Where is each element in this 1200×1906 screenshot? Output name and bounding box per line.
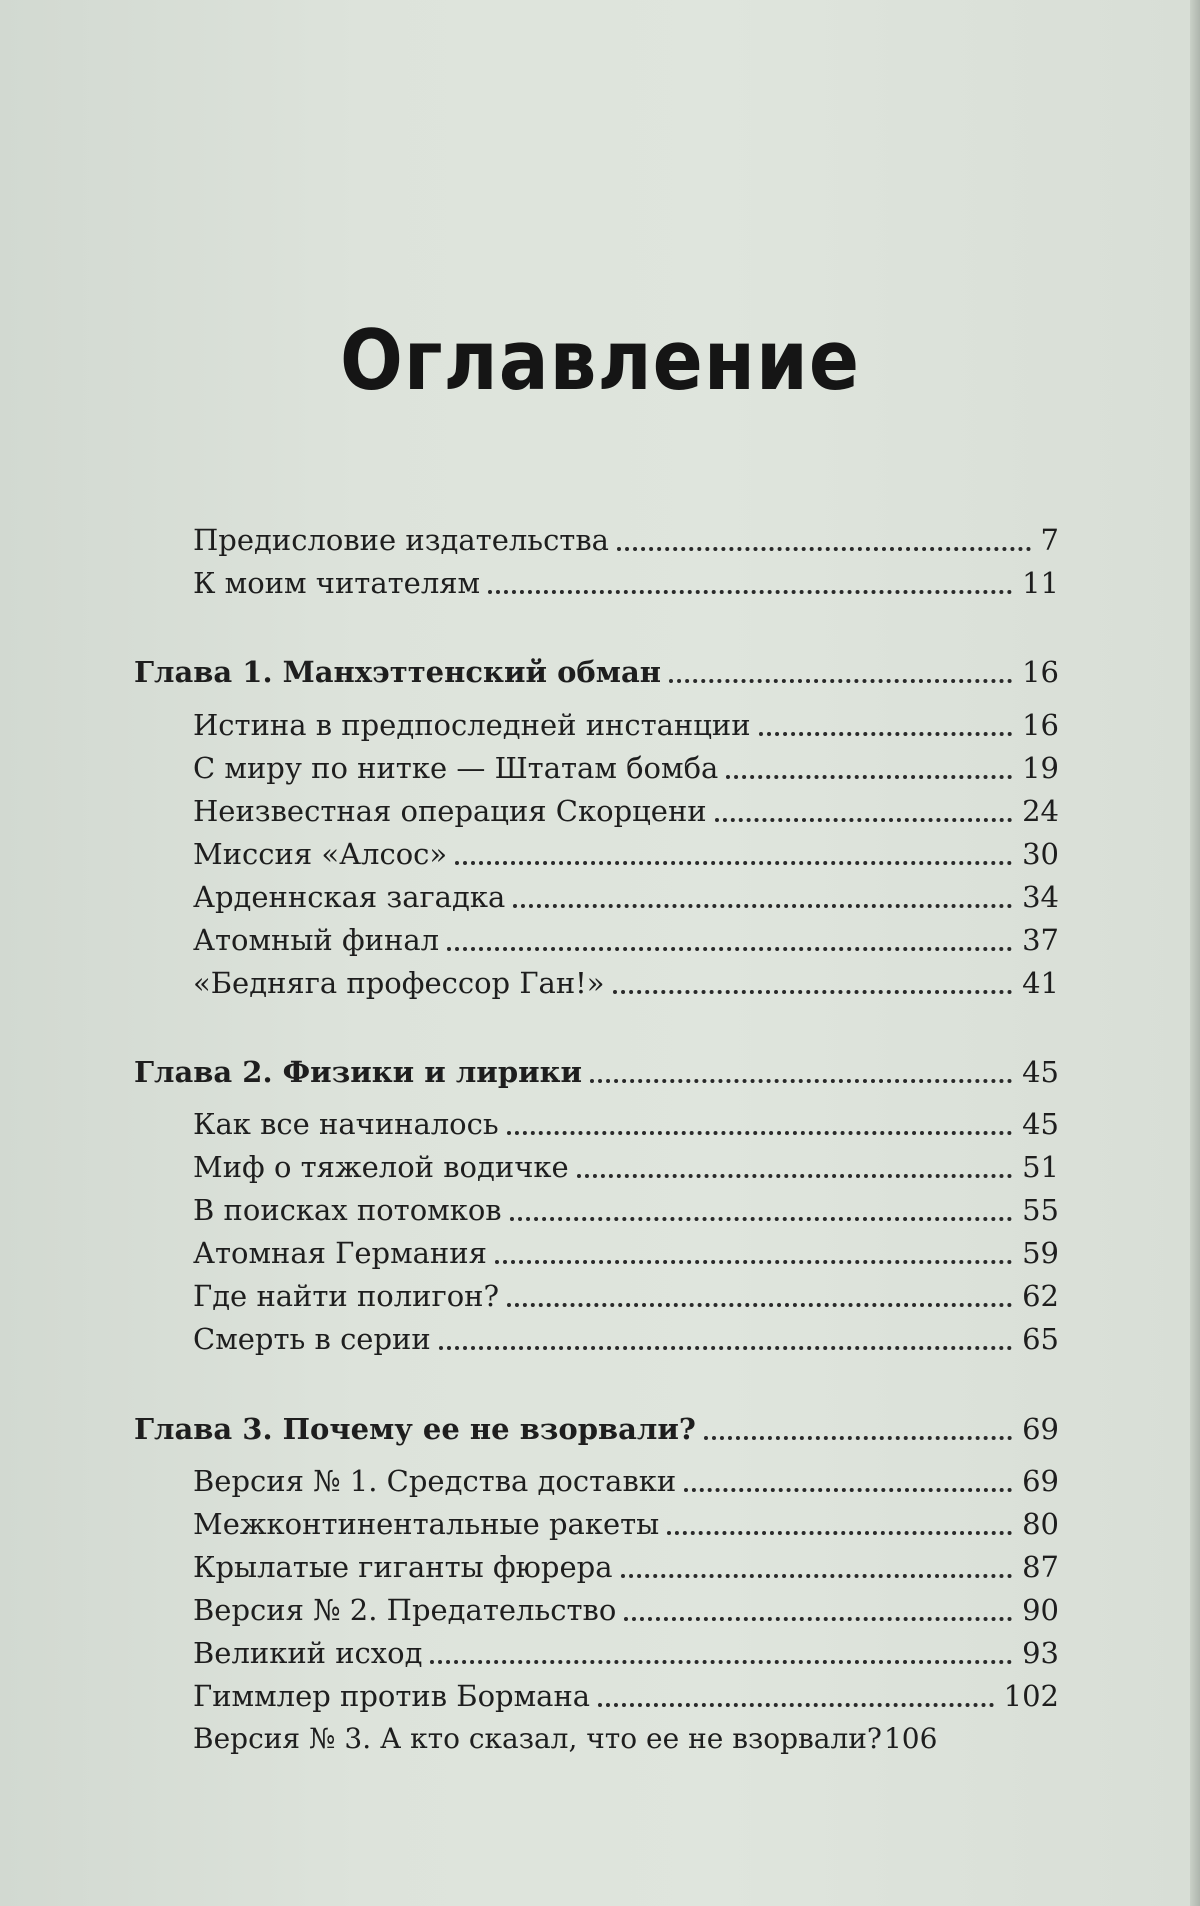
dot-leader: [684, 1488, 1012, 1492]
toc-entry: [193, 518, 1059, 562]
toc-entry-page: 19: [1022, 751, 1059, 785]
dot-leader: [488, 590, 1012, 594]
toc-entry: [193, 789, 1059, 833]
toc-entry: [193, 1317, 1059, 1361]
toc-entry-label: Версия № 3. А кто сказал, что ее не взорвали?: [193, 1722, 882, 1755]
toc-entry-label: Миф о тяжелой водичке: [193, 1150, 569, 1184]
dot-leader: [759, 732, 1013, 736]
dot-leader: [510, 1217, 1012, 1221]
dot-leader: [507, 1303, 1012, 1307]
toc-entry-label: Предисловие издательства: [193, 523, 609, 557]
toc-entry-page: 51: [1022, 1150, 1059, 1184]
toc-entry-page: 106: [883, 1722, 938, 1755]
toc-entry-page: 69: [1022, 1464, 1059, 1498]
dot-leader: [495, 1260, 1012, 1264]
toc-entry: [193, 1145, 1059, 1189]
toc-entry: [193, 1102, 1059, 1146]
dot-leader: [617, 547, 1031, 551]
toc-chapter: [134, 1050, 1059, 1094]
dot-leader: [430, 1660, 1012, 1664]
toc-entry: [193, 1588, 1059, 1632]
toc-entry-page: 41: [1022, 966, 1059, 1000]
toc-entry: [193, 1502, 1059, 1546]
toc-entry: [193, 1717, 1059, 1761]
toc-entry-label: С миру по нитке — Штатам бомба: [193, 751, 719, 785]
toc-chapter-label: Глава 1. Манхэттенский обман: [134, 655, 661, 689]
toc-entry-page: 90: [1022, 1593, 1059, 1627]
toc-entry-label: Межконтинентальные ракеты: [193, 1507, 660, 1541]
toc-entry: [193, 1545, 1059, 1589]
toc-entry-label: Как все начиналось: [193, 1107, 499, 1141]
toc-chapter-label: Глава 3. Почему ее не взорвали?: [134, 1412, 696, 1446]
toc-entry: [193, 703, 1059, 747]
dot-leader: [577, 1174, 1012, 1178]
toc-entry-label: Версия № 2. Предательство: [193, 1593, 617, 1627]
toc-entry: [193, 961, 1059, 1005]
toc-entry-page: 11: [1022, 566, 1059, 600]
toc-entry-label: Крылатые гиганты фюрера: [193, 1550, 613, 1584]
toc-entry: [193, 1674, 1059, 1718]
toc-entry-label: Атомный финал: [193, 923, 440, 957]
toc-entry: [193, 1631, 1059, 1675]
dot-leader: [704, 1436, 1012, 1440]
toc-entry: [193, 832, 1059, 876]
toc-entry-page: 87: [1022, 1550, 1059, 1584]
toc-entry-page: 24: [1022, 794, 1059, 828]
toc-entry-page: 7: [1040, 523, 1059, 557]
toc-entry-page: 16: [1022, 708, 1059, 742]
dot-leader: [439, 1346, 1012, 1350]
dot-leader: [447, 947, 1012, 951]
dot-leader: [621, 1574, 1013, 1578]
toc-entry-page: 45: [1022, 1107, 1059, 1141]
toc-entry-label: Версия № 1. Средства доставки: [193, 1464, 677, 1498]
toc-entry-label: Миссия «Алсос»: [193, 837, 448, 871]
toc-entry: [193, 918, 1059, 962]
toc-entry: [193, 746, 1059, 790]
toc-entry-page: 30: [1022, 837, 1059, 871]
toc-entry-label: Смерть в серии: [193, 1322, 431, 1356]
toc-entry-page: 80: [1022, 1507, 1059, 1541]
toc-entry-page: 93: [1022, 1636, 1059, 1670]
toc-entry-page: 37: [1022, 923, 1059, 957]
toc-entry: [193, 875, 1059, 919]
toc-entry-page: 102: [1003, 1679, 1059, 1713]
toc-chapter-page: 45: [1022, 1055, 1059, 1089]
page-title: Оглавление: [339, 312, 861, 410]
toc-entry-page: 65: [1022, 1322, 1059, 1356]
toc-entry-label: В поисках потомков: [193, 1193, 502, 1227]
toc-chapter: [134, 1407, 1059, 1451]
dot-leader: [624, 1617, 1012, 1621]
toc-entry-label: Великий исход: [193, 1636, 423, 1670]
toc-chapter-page: 69: [1022, 1412, 1059, 1446]
dot-leader: [507, 1131, 1012, 1135]
dot-leader: [726, 775, 1012, 779]
toc-entry: [193, 1231, 1059, 1275]
toc-entry: [193, 1188, 1059, 1232]
toc-entry-label: Неизвестная операция Скорцени: [193, 794, 707, 828]
toc-entry-page: 62: [1022, 1279, 1059, 1313]
toc-entry-label: «Бедняга профессор Ган!»: [193, 966, 605, 1000]
dot-leader: [598, 1703, 994, 1707]
toc-entry: [193, 561, 1059, 605]
dot-leader: [669, 679, 1012, 683]
toc-entry-page: 55: [1022, 1193, 1059, 1227]
dot-leader: [613, 990, 1013, 994]
dot-leader: [455, 861, 1012, 865]
toc-entry: [193, 1274, 1059, 1318]
toc-chapter-page: 16: [1022, 655, 1059, 689]
toc-chapter: [134, 650, 1059, 694]
dot-leader: [715, 818, 1012, 822]
toc-entry-label: Истина в предпоследней инстанции: [193, 708, 751, 742]
dot-leader: [513, 904, 1012, 908]
toc-entry-page: 34: [1022, 880, 1059, 914]
toc-chapter-label: Глава 2. Физики и лирики: [134, 1055, 583, 1089]
dot-leader: [667, 1531, 1012, 1535]
toc-entry: [193, 1459, 1059, 1503]
toc-entry-label: К моим читателям: [193, 566, 481, 600]
dot-leader: [590, 1079, 1012, 1083]
toc-entry-label: Атомная Германия: [193, 1236, 487, 1270]
toc-entry-label: Где найти полигон?: [193, 1279, 500, 1313]
toc-entry-page: 59: [1022, 1236, 1059, 1270]
toc-entry-label: Арденнская загадка: [193, 880, 506, 914]
toc-entry-label: Гиммлер против Бормана: [193, 1679, 591, 1713]
